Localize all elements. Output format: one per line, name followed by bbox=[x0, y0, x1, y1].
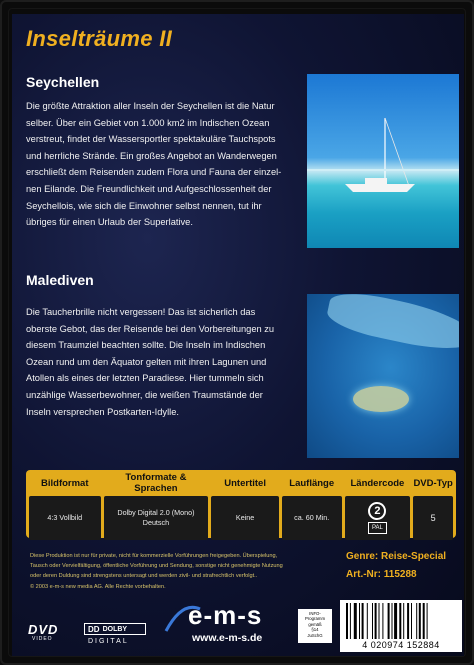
info-box-line: Programm bbox=[304, 616, 326, 622]
dolby-logo bbox=[84, 623, 146, 635]
value-dvd-typ: 5 bbox=[413, 496, 453, 540]
header-untertitel: Untertitel bbox=[224, 477, 266, 489]
text-line: oberste Gebot, das der Reisende bei den Vorbereitungen zu bbox=[26, 323, 275, 334]
barcode-bars bbox=[346, 603, 456, 639]
heart-reef-shape bbox=[353, 386, 409, 412]
dvd-video-label: VIDEO bbox=[32, 636, 53, 642]
header-laufl: Lauflänge bbox=[289, 477, 335, 489]
value-laufl: ca. 60 Min. bbox=[282, 496, 342, 540]
info-box-line: INFO- bbox=[309, 611, 321, 616]
sailboat-illustration bbox=[307, 74, 459, 248]
section-text-seychellen bbox=[26, 98, 294, 231]
text-line: Ozean rund um den Äquator gelten mit ihren Lagunen und bbox=[26, 356, 267, 367]
seychelles-photo bbox=[307, 74, 459, 248]
maldives-photo bbox=[307, 294, 459, 458]
legal-notice bbox=[30, 551, 320, 592]
barcode bbox=[340, 600, 462, 652]
genre-label: Genre: Reise-Special bbox=[346, 551, 447, 562]
region-pal-label: PAL bbox=[368, 522, 387, 534]
header-tonformate: Tonformate & Sprachen bbox=[125, 472, 187, 494]
reef-shape bbox=[324, 294, 459, 357]
header-dvd-typ: DVD-Typ bbox=[413, 477, 453, 489]
legal-line: © 2003 e-m-s new media AG. Alle Rechte vorbehalten. bbox=[30, 583, 166, 590]
section-text-malediven bbox=[26, 304, 294, 420]
text-line: Die größte Attraktion aller Inseln der Seychellen ist die Natur bbox=[26, 101, 275, 111]
page-title: Inselträume II bbox=[26, 26, 173, 51]
text-line: übriges für einen Urlaub der Superlative. bbox=[26, 217, 193, 228]
legal-line: oder deren Duldung sind strengstens untersagt und werden zivil- und strafrechtlich verfolgt.. bbox=[30, 573, 258, 580]
text-line: Die Taucherbrille nicht vergessen! Das ist sicherlich das bbox=[26, 307, 256, 317]
value-untertitel: Keine bbox=[211, 496, 278, 540]
legal-line: Diese Produktion ist nur für private, nicht für kommerzielle Vorführungen freigegeben. Überspielung, bbox=[30, 553, 278, 559]
section-heading-seychellen: Seychellen bbox=[26, 74, 100, 90]
ems-logo: e-m-s bbox=[188, 600, 263, 630]
legal-line: Tausch oder Vervielfältigung, öffentliche Vorführung und Sendung, sonstige nicht genehmigte Nutzung bbox=[30, 563, 283, 570]
text-line: Atollen als eines der letzten Paradiese. Hier tummeln sich bbox=[26, 373, 264, 384]
text-line: erschließt dem Reisenden zudem Flora und Fauna der einzel- bbox=[26, 167, 282, 178]
dolby-digital-label: DIGITAL bbox=[88, 638, 129, 645]
region-code-number: 2 bbox=[368, 502, 386, 520]
dvd-logo: DVD bbox=[28, 622, 59, 637]
dolby-text: DOLBY bbox=[102, 625, 128, 633]
ems-url: www.e-m-s.de bbox=[192, 632, 263, 644]
text-line: selber. Über ein Gebiet von 1.000 km2 im Indischen Ozean bbox=[26, 117, 270, 128]
section-heading-malediven: Malediven bbox=[26, 272, 94, 288]
region-code-badge bbox=[368, 502, 387, 534]
text-line: und herrliche Strände. Ein großes Angebot an Wanderwegen bbox=[26, 150, 277, 161]
info-program-box bbox=[298, 609, 332, 643]
text-line: diesem Traumziel beachten sollte. Die Inseln im Indischen bbox=[26, 340, 266, 351]
value-bildformat: 4:3 Vollbild bbox=[29, 496, 101, 540]
value-laendercode bbox=[345, 496, 411, 540]
info-box-line: gemäß bbox=[308, 621, 322, 627]
barcode-number: 4 020974 152884 bbox=[362, 640, 440, 650]
info-box-line: JuSchG bbox=[307, 632, 323, 638]
text-line: nen Eilande. Die Freundlichkeit und Aufgeschlossenheit der bbox=[26, 183, 272, 194]
value-tonformate: Dolby Digital 2.0 (Mono) Deutsch bbox=[104, 496, 209, 540]
header-laendercode: Ländercode bbox=[350, 477, 405, 489]
text-line: Inseln versprechen Postkarten-Idylle. bbox=[26, 406, 179, 417]
text-line: Seychellois, wie sich die Einwohner selbst nennen, tut ihr bbox=[26, 200, 262, 211]
info-box-line: §14 bbox=[311, 627, 319, 633]
info-table bbox=[26, 470, 456, 542]
dolby-dd-icon: DD bbox=[88, 624, 100, 634]
text-line: unzählige Wasserbewohner, die weißen Traumstände der bbox=[26, 389, 263, 400]
text-line: verstreut, findet der Wassersportler spektakuläre Tauchspots bbox=[26, 134, 276, 145]
article-number: Art.-Nr: 115288 bbox=[346, 569, 417, 580]
header-bildformat: Bildformat bbox=[41, 477, 89, 489]
